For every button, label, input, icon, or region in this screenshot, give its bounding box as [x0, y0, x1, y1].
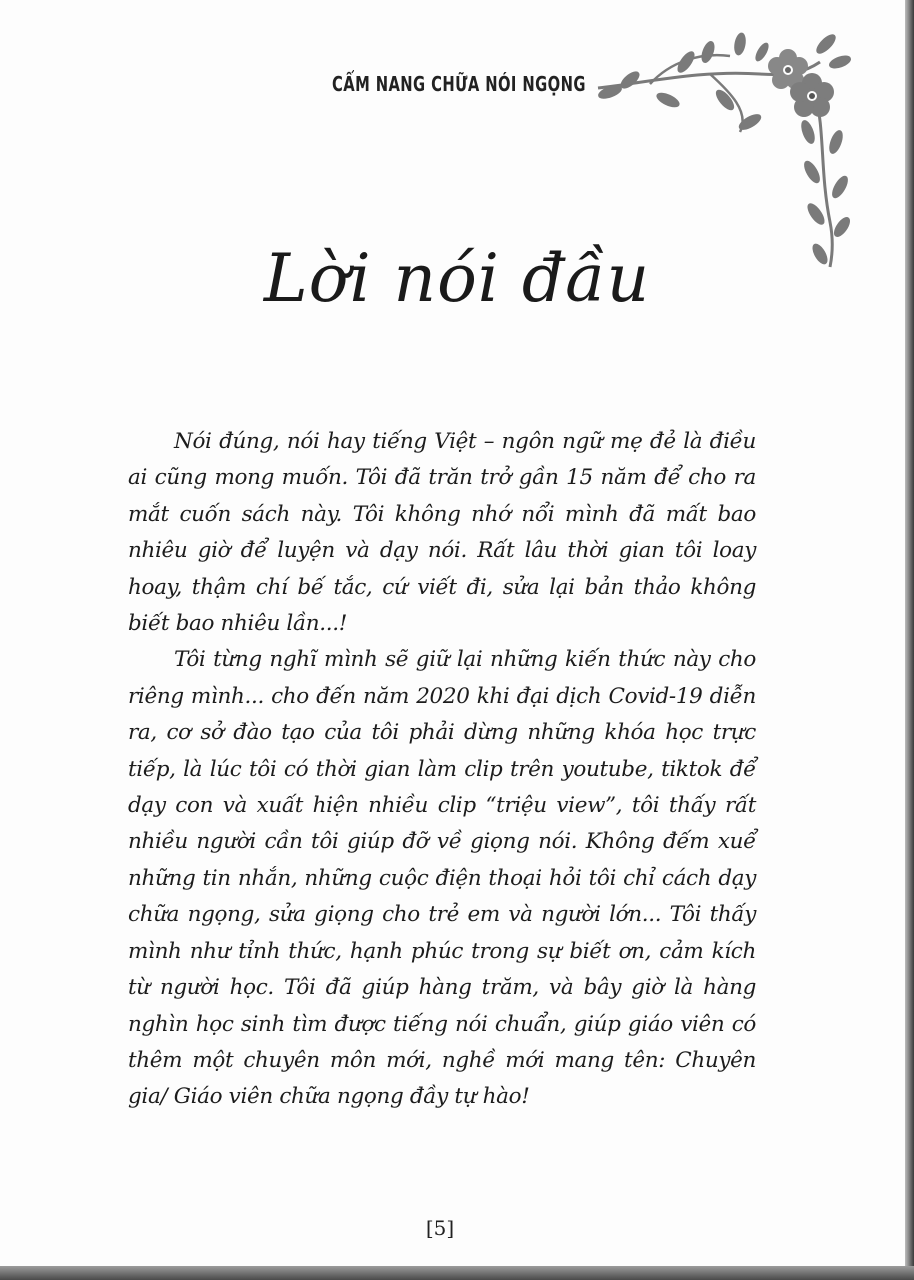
chapter-title: Lời nói đầu: [263, 240, 651, 317]
floral-corner-icon: [590, 22, 860, 272]
page-edge: [905, 0, 914, 1280]
paragraph: Tôi từng nghĩ mình sẽ giữ lại những kiến thức này cho riêng mình... cho đến năm 2020 khi đại dịch Covid-19 diễn ra, cơ sở đào tạo của tôi phải dừng những khóa học trực tiếp, là lúc tôi có thời gian làm clip trên youtube, tiktok để dạy con và xuất hiện nhiều clip “triệu view”, tôi thấy rất nhiều người cần tôi giúp đỡ về giọng nói. Không đếm xuể những tin nhắn, những cuộc điện thoại hỏi tôi chỉ cách dạy chữa ngọng, sửa giọng cho trẻ em và người lớn... Tôi thấy mình như tỉnh thức, hạnh phúc trong sự biết ơn, cảm kích từ người học. Tôi đã giúp hàng trăm, và bây giờ là hàng nghìn học sinh tìm được tiếng nói chuẩn, giúp giáo viên có thêm một chuyên môn mới, nghề mới mang tên: Chuyên gia/ Giáo viên chữa ngọng đầy tự hào!: [128, 647, 756, 1110]
body-text: [128, 424, 756, 1116]
paragraph: Nói đúng, nói hay tiếng Việt – ngôn ngữ mẹ đẻ là điều ai cũng mong muốn. Tôi đã trăn trở gần 15 năm để cho ra mắt cuốn sách này. Tôi không nhớ nổi mình đã mất bao nhiêu giờ để luyện và dạy nói. Rất lâu thời gian tôi loay hoay, thậm chí bế tắc, cứ viết đi, sửa lại bản thảo không biết bao nhiêu lần...!: [128, 429, 756, 637]
page-edge: [0, 1266, 914, 1280]
running-head: CẨM NANG CHỮA NÓI NGỌNG: [332, 72, 586, 96]
page-number: [5]: [425, 1216, 455, 1240]
